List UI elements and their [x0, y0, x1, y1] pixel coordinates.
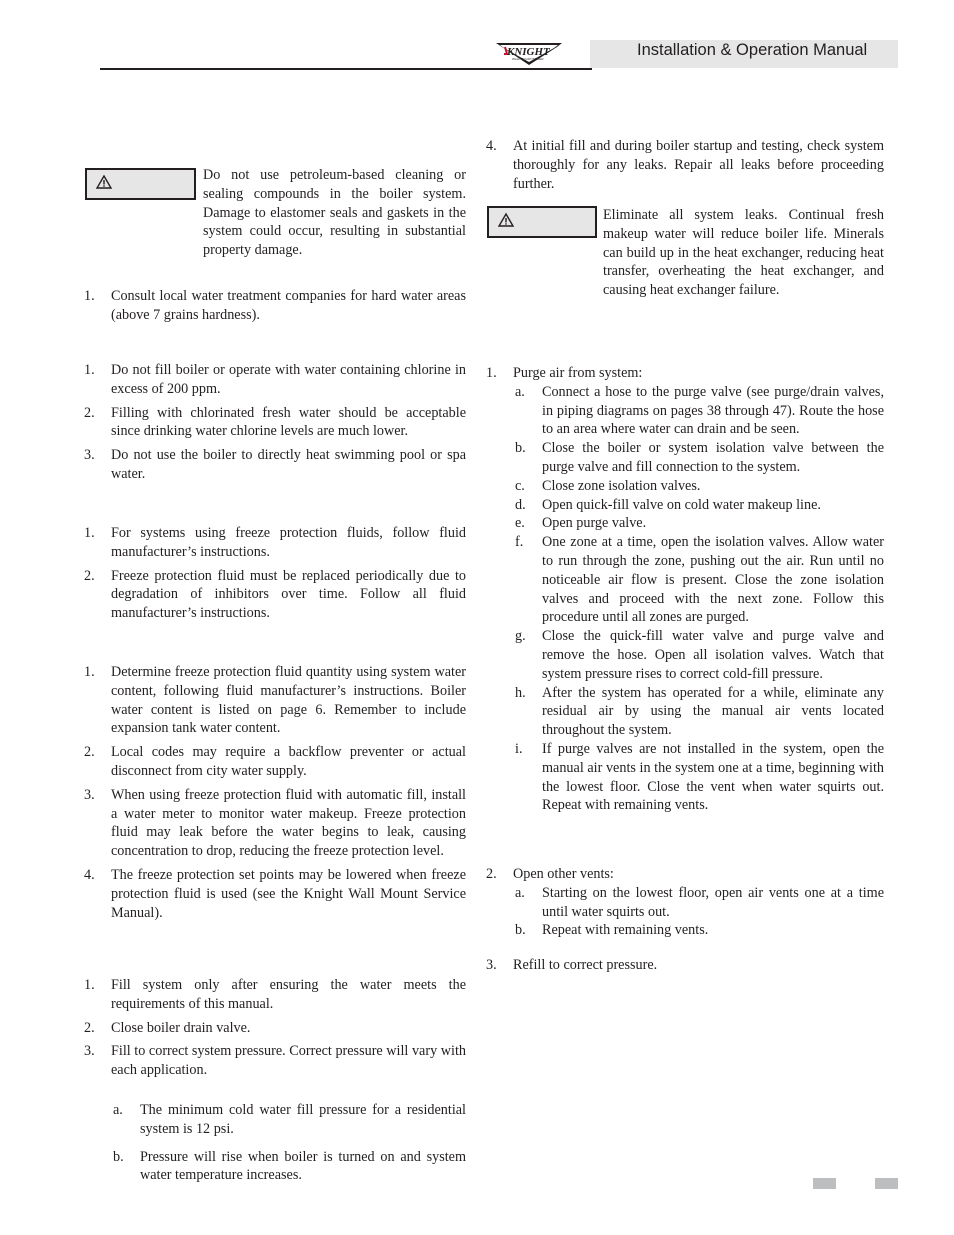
warning-label-box [487, 206, 597, 238]
list-item: 3. Do not use the boiler to directly heat swimming pool or spa water. [84, 447, 466, 482]
sub-item: e. Open purge valve. [515, 515, 647, 532]
vents-list [486, 865, 884, 940]
list-item: 3. Refill to correct pressure. [486, 957, 658, 973]
manual-title: Installation & Operation Manual [637, 41, 868, 59]
list-item: 2. Freeze protection fluid must be replaced periodically due to degradation of inhibitors over time. Follow all fluid manufacturer’s instructions. [84, 567, 466, 622]
purge-list [486, 364, 884, 815]
sub-item: a. Connect a hose to the purge valve (see purge/drain valves, in piping diagrams on pages 38 through 47). Route the hose to an area where water can drain and be seen. [515, 383, 884, 438]
list-item: 3. When using freeze protection fluid with automatic fill, install a water meter to monitor water makeup. Freeze protection fluid may leak before the water begins to leak, causing concentration to drop, reducing the freeze protection level. [84, 786, 466, 860]
sub-item: g. Close the quick-fill water valve and purge valve and remove the hose. Open all isolation valves. Watch that system pressure rises to correct cold-fill pressure. [515, 628, 884, 682]
sub-item: h. After the system has operated for a while, eliminate any residual air by using the manual air vents located throughout the system. [515, 684, 884, 739]
sub-item: a. The minimum cold water fill pressure for a residential system is 12 psi. [113, 1102, 466, 1137]
knight-logo [493, 40, 565, 66]
freeze-use-list [84, 663, 466, 922]
leak-check-item [486, 137, 884, 193]
list-item: 1. Do not fill boiler or operate with water containing chlorine in excess of 200 ppm. [84, 362, 466, 397]
warning-text: Eliminate all system leaks. Continual fresh makeup water will reduce boiler life. Minerals can build up in the heat exchanger, reducing heat transfer, overheating the heat exchanger, and causing heat exchanger failure. [603, 207, 884, 299]
list-item: 1. Fill system only after ensuring the water meets the requirements of this manual. [84, 977, 466, 1012]
hardness-list [84, 287, 466, 325]
sub-item: b. Close the boiler or system isolation valve between the purge valve and fill connection to the system. [515, 440, 884, 475]
list-item: 1. For systems using freeze protection fluids, follow fluid manufacturer’s instructions. [84, 525, 466, 560]
list-item: 1. Purge air from system: [486, 365, 643, 381]
list-item: 4. At initial fill and during boiler startup and testing, check system thoroughly for any leaks. Repair all leaks before proceeding further. [486, 138, 884, 192]
fill-sub-list [84, 1101, 466, 1185]
header-rule [100, 68, 592, 70]
list-item: 1. Determine freeze protection fluid quantity using system water content, following fluid manufacturer’s instructions. Boiler water content is listed on page 6. Remember to include expansion tank water content. [84, 664, 466, 737]
svg-text:WALL MOUNT BOILER: WALL MOUNT BOILER [512, 57, 544, 61]
list-item: 2. Local codes may require a backflow preventer or actual disconnect from city water supply. [84, 744, 466, 779]
fill-list [84, 976, 466, 1080]
freeze-fluid-list [84, 524, 466, 623]
svg-text:KNIGHT: KNIGHT [507, 46, 550, 58]
refill-item [486, 956, 884, 975]
footer-bar-left [813, 1178, 836, 1189]
sub-item: a. Starting on the lowest floor, open air vents one at a time until water squirts out. [515, 884, 884, 920]
sub-item: d. Open quick-fill valve on cold water makeup line. [515, 496, 821, 513]
sub-item: i. If purge valves are not installed in the system, open the manual air vents in the system one at a time, beginning with the lowest floor. Close the vent when water squirts out. Repeat with remaining vents. [515, 740, 884, 814]
sub-item: b. Repeat with remaining vents. [515, 922, 709, 939]
sub-item: b. Pressure will rise when boiler is turned on and system water temperature increases. [113, 1148, 466, 1184]
warning-triangle-icon [498, 212, 514, 228]
list-item: 3. Fill to correct system pressure. Correct pressure will vary with each application. [84, 1043, 466, 1079]
chlorine-list [84, 361, 466, 484]
list-item: 4. The freeze protection set points may be lowered when freeze protection fluid is used (see the Knight Wall Mount Service Manual). [84, 866, 466, 921]
sub-item: c. Close zone isolation valves. [515, 477, 701, 494]
warning-triangle-icon [96, 174, 112, 190]
footer-bar-right [875, 1178, 898, 1189]
warning-text: Do not use petroleum-based cleaning or sealing compounds in the boiler system. Damage to elastomer seals and gaskets in the system could occur, resulting in substantial property damage. [203, 167, 466, 259]
warning-label-box [85, 168, 196, 200]
list-item: 2. Filling with chlorinated fresh water should be acceptable since drinking water chlorine levels are much lower. [84, 404, 466, 440]
list-item: 2. Open other vents: [486, 866, 614, 882]
list-item: 2. Close boiler drain valve. [84, 1019, 251, 1036]
list-item: 1. Consult local water treatment companies for hard water areas (above 7 grains hardness). [84, 288, 466, 323]
sub-item: f. One zone at a time, open the isolation valves. Allow water to run through the zone, pushing out the air. Run until no noticeable air flow is present. Close the zone isolation valves and proceed with the next zone. Follow this procedure until all zones are purged. [515, 534, 884, 626]
